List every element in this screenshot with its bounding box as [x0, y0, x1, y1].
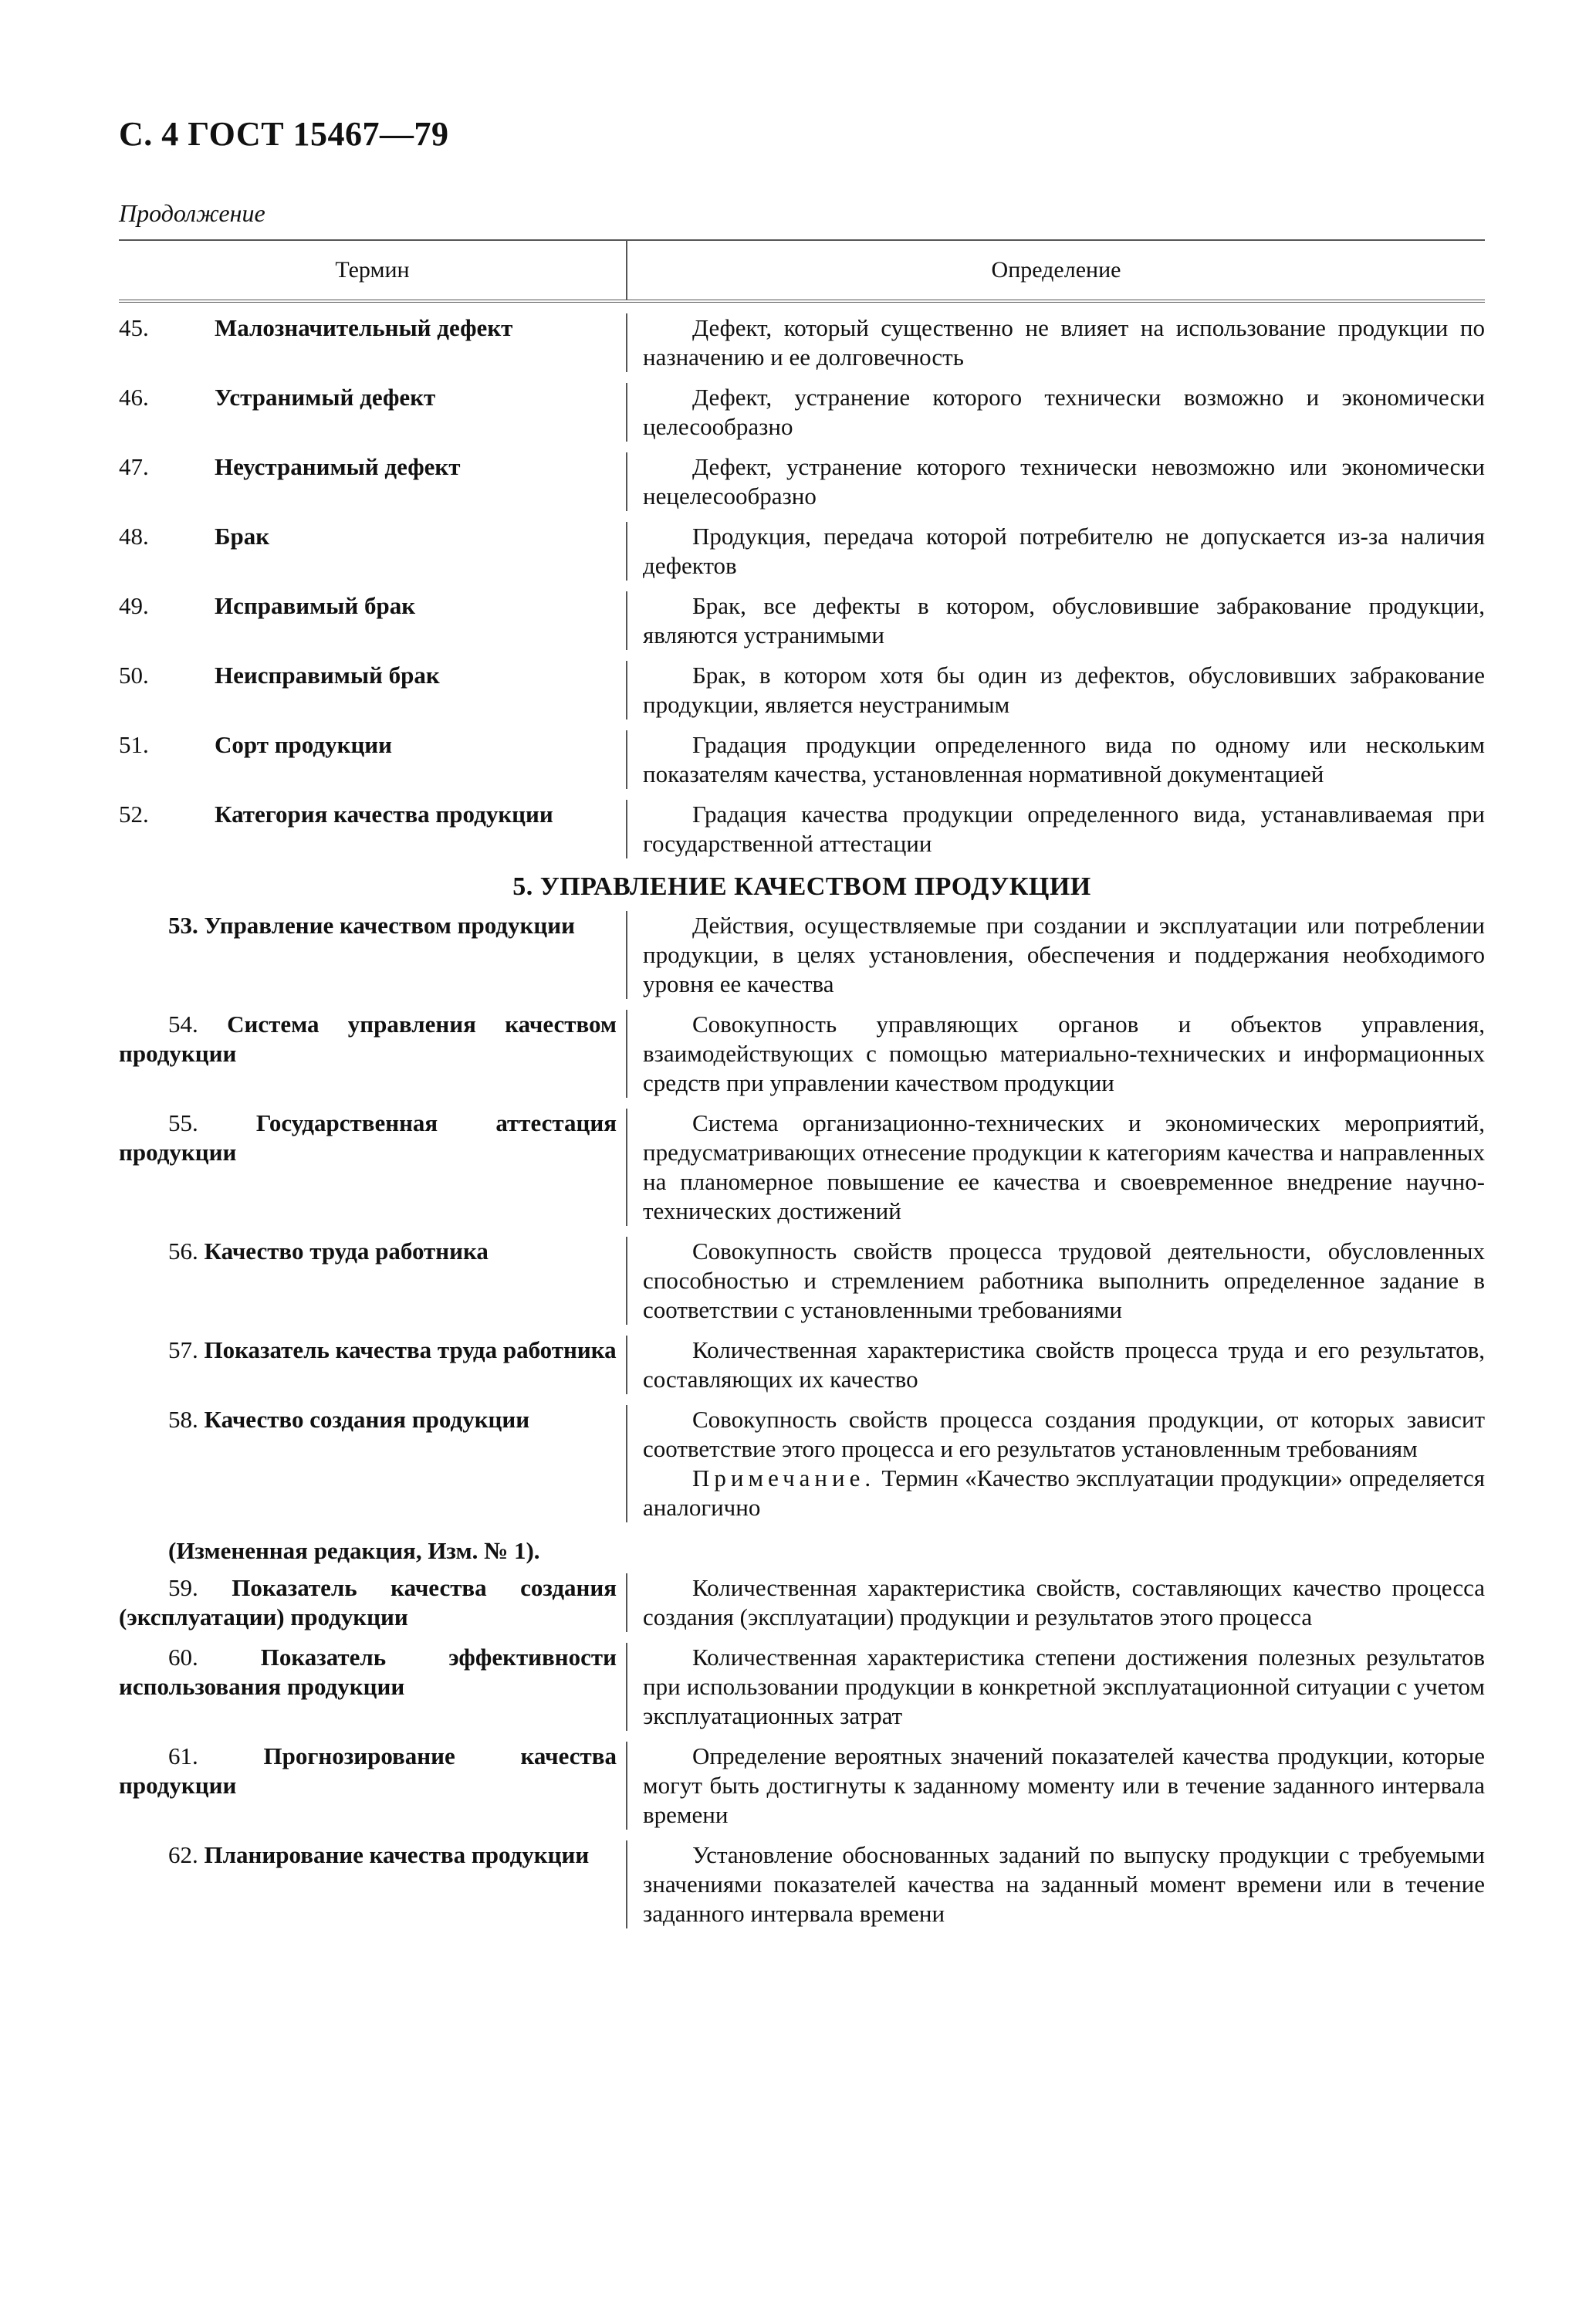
- term-name: Брак: [215, 523, 270, 550]
- term-number: 59.: [168, 1574, 198, 1601]
- page-header: С. 4 ГОСТ 15467—79: [119, 115, 449, 153]
- term-cell: [119, 591, 627, 650]
- term-number: 50.: [119, 662, 149, 689]
- definition-cell: Количественная характеристика свойств, составляющих качество процесса создания (эксплуатации) продукции и результатов этого процесса: [643, 1574, 1485, 1630]
- amendment-note: (Измененная редакция, Изм. № 1).: [168, 1537, 540, 1564]
- table-row: [119, 442, 1485, 511]
- term-name: Малозначительный дефект: [215, 314, 513, 341]
- definition-cell: Количественная характеристика степени достижения полезных результатов при использовании продукции в конкретной эксплуатационной ситуации с учетом эксплуатационных затрат: [643, 1644, 1485, 1729]
- term-name: Устранимый дефект: [215, 384, 436, 411]
- column-header-term: Термин: [119, 241, 627, 300]
- rows-group-a: [119, 303, 1485, 858]
- note: [643, 1464, 1485, 1522]
- term-cell: [119, 522, 627, 581]
- term-cell: [119, 1643, 627, 1731]
- table-row: [119, 1573, 1485, 1632]
- term-number: 55.: [168, 1109, 198, 1136]
- term-number: 48.: [119, 523, 149, 550]
- term-name: Сорт продукции: [215, 731, 393, 758]
- term-number: 49.: [119, 592, 149, 619]
- term-name: Неисправимый брак: [215, 662, 440, 689]
- table-row: [119, 1098, 1485, 1226]
- term-number: 54.: [168, 1011, 198, 1038]
- table-row: [119, 372, 1485, 442]
- term-name: Показатель качества труда работника: [204, 1336, 617, 1363]
- table-row: [119, 720, 1485, 789]
- term-cell: [119, 1336, 627, 1394]
- note-label: Примечание.: [692, 1464, 876, 1492]
- definition-cell: Установление обоснованных заданий по выпуску продукции с требуемыми значениями показателей качества на заданный момент времени или в течение заданного интервала времени: [643, 1841, 1485, 1927]
- table-row: [119, 581, 1485, 650]
- term-cell: [119, 730, 627, 789]
- definition-cell: Продукция, передача которой потребителю не допускается из-за наличия дефектов: [643, 523, 1485, 579]
- definition-cell: Система организационно-технических и экономических мероприятий, предусматривающих отнесение продукции к категориям качества и направленных на планомерное повышение ее качества и своевременное внедрение научно-технических достижений: [643, 1109, 1485, 1224]
- term-number: 45.: [119, 314, 149, 341]
- term-name: Система управления качеством продукции: [119, 1011, 617, 1067]
- definition-cell: Совокупность управляющих органов и объектов управления, взаимодействующих с помощью материально-технических и информационных средств при управлении качеством продукции: [643, 1011, 1485, 1096]
- table-row: [119, 1632, 1485, 1731]
- definition-cell: Дефект, который существенно не влияет на использование продукции по назначению и ее долговечность: [643, 314, 1485, 371]
- continuation-label: Продолжение: [119, 199, 265, 227]
- term-cell: [119, 661, 627, 720]
- table-row: [119, 911, 1485, 999]
- term-cell: [119, 1840, 627, 1928]
- term-name: Планирование качества продукции: [204, 1841, 590, 1868]
- table-row: [119, 1731, 1485, 1830]
- term-name: Неустранимый дефект: [215, 453, 461, 480]
- definition-cell: Количественная характеристика свойств процесса труда и его результатов, составляющих их качество: [643, 1336, 1485, 1393]
- column-header-definition: Определение: [991, 257, 1121, 283]
- table-row: [119, 650, 1485, 720]
- table-header: [119, 239, 1485, 303]
- term-name: Исправимый брак: [215, 592, 416, 619]
- term-number: 57.: [168, 1336, 198, 1363]
- term-cell: [119, 452, 627, 511]
- table-row: [119, 511, 1485, 581]
- table-row: [119, 1830, 1485, 1928]
- term-cell: [119, 1109, 627, 1226]
- term-number: 60.: [168, 1644, 198, 1671]
- definition-cell: Брак, все дефекты в котором, обусловившие забракование продукции, являются устранимыми: [643, 592, 1485, 648]
- term-cell: [119, 800, 627, 858]
- definition-cell: Дефект, устранение которого технически возможно и экономически целесообразно: [643, 384, 1485, 440]
- term-cell: [119, 383, 627, 442]
- rows-group-b: [119, 911, 1485, 1522]
- note-text: Термин «Качество эксплуатации продукции» определяется аналогично: [643, 1464, 1485, 1521]
- terms-table: [119, 239, 1485, 1928]
- definition-text: Совокупность свойств процесса создания продукции, от которых зависит соответствие этого процесса и его результатов установленным требованиям: [643, 1406, 1485, 1462]
- term-number: 62.: [168, 1841, 198, 1868]
- term-cell: [119, 313, 627, 372]
- term-number: 52.: [119, 801, 149, 828]
- table-row: [119, 1226, 1485, 1325]
- table-row: [119, 789, 1485, 858]
- term-cell: [119, 1010, 627, 1098]
- definition-cell: [627, 1405, 1485, 1522]
- term-name: Государственная аттестация продукции: [119, 1109, 617, 1166]
- definition-cell: Действия, осуществляемые при создании и эксплуатации или потреблении продукции, в целях установления, обеспечения и поддержания необходимого уровня ее качества: [643, 912, 1485, 997]
- definition-cell: Брак, в котором хотя бы один из дефектов, обусловивших забракование продукции, является неустранимым: [643, 662, 1485, 718]
- table-row: [119, 303, 1485, 372]
- term-cell: [119, 911, 627, 999]
- term-number: 47.: [119, 453, 149, 480]
- term-number: 58.: [168, 1406, 198, 1433]
- term-cell: [119, 1742, 627, 1830]
- section-title: 5. УПРАВЛЕНИЕ КАЧЕСТВОМ ПРОДУКЦИИ: [512, 872, 1091, 901]
- term-name: Управление качеством продукции: [204, 912, 575, 939]
- term-cell: [119, 1573, 627, 1632]
- term-number: 56.: [168, 1238, 198, 1265]
- table-row: [119, 999, 1485, 1098]
- table-row: [119, 1325, 1485, 1394]
- term-number: 51.: [119, 731, 149, 758]
- term-name: Прогнозирование качества продукции: [119, 1742, 617, 1799]
- table-row: [119, 1394, 1485, 1522]
- term-name: Качество труда работника: [204, 1238, 489, 1265]
- term-name: Показатель эффективности использования продукции: [119, 1644, 617, 1700]
- term-number: 53.: [168, 912, 198, 939]
- term-name: Показатель качества создания (эксплуатации) продукции: [119, 1574, 617, 1630]
- definition-cell: Определение вероятных значений показателей качества продукции, которые могут быть достигнуты к заданному моменту или в течение заданного интервала времени: [643, 1742, 1485, 1828]
- term-cell: [119, 1405, 627, 1522]
- rows-group-c: [119, 1573, 1485, 1928]
- term-number: 46.: [119, 384, 149, 411]
- definition-cell: Градация качества продукции определенного вида, устанавливаемая при государственной аттестации: [643, 801, 1485, 857]
- definition-cell: Градация продукции определенного вида по одному или нескольким показателям качества, установленная нормативной документацией: [643, 731, 1485, 787]
- definition-cell: Совокупность свойств процесса трудовой деятельности, обусловленных способностью и стремлением работника выполнить определенное задание в соответствии с установленными требованиями: [643, 1238, 1485, 1323]
- term-cell: [119, 1237, 627, 1325]
- term-name: Категория качества продукции: [215, 801, 553, 828]
- term-name: Качество создания продукции: [204, 1406, 530, 1433]
- definition-cell: Дефект, устранение которого технически невозможно или экономически нецелесообразно: [643, 453, 1485, 510]
- term-number: 61.: [168, 1742, 198, 1769]
